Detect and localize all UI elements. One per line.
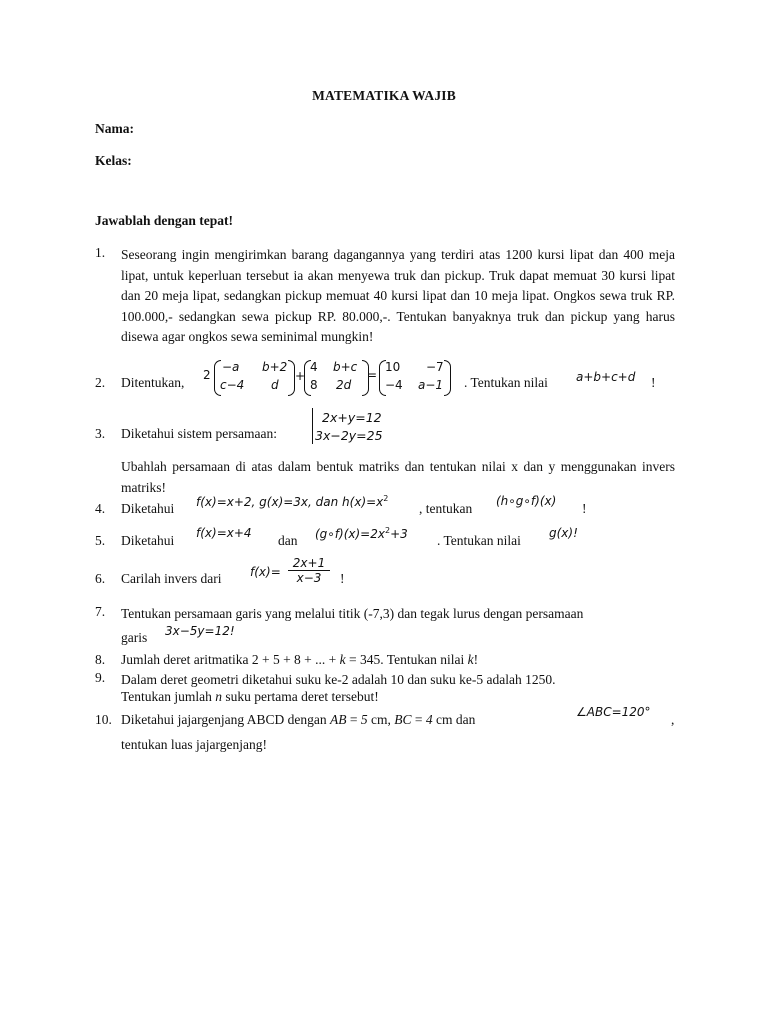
- question-3-followup: Ubahlah persamaan di atas dalam bentuk matriks dan tentukan nilai x dan y menggunakan invers matriks!: [121, 459, 675, 495]
- line-equation: 3x−5y=12!: [165, 624, 235, 638]
- question-2-lead: Ditentukan,: [121, 375, 185, 390]
- question-number-2: 2.: [95, 375, 106, 390]
- matrix-equation: [203, 360, 453, 396]
- equals-text: =: [346, 712, 361, 727]
- matrix-c-cell: −4: [385, 378, 403, 392]
- matrix-c-cell: 10: [385, 360, 401, 374]
- variable: k: [467, 652, 474, 667]
- question-number-3: 3.: [95, 426, 106, 441]
- matrix-a-right-bracket: [288, 360, 295, 396]
- question-number-4: 4.: [95, 501, 106, 516]
- variable: n: [215, 689, 223, 704]
- matrix-b-cell: 4: [310, 360, 318, 374]
- question-6-lead: Carilah invers dari: [121, 571, 222, 586]
- exponent: 2: [383, 494, 389, 503]
- value: 5: [360, 712, 368, 727]
- question-number-7: 7.: [95, 604, 106, 619]
- question-8-mid: = 345. Tentukan nilai: [345, 652, 468, 667]
- matrix-c-right-bracket: [444, 360, 451, 396]
- question-9-line-1: Dalam deret geometri diketahui suku ke-2 adalah 10 dan suku ke-5 adalah 1250.: [121, 672, 556, 687]
- equation-line: 2x+y=12: [322, 410, 382, 425]
- matrix-c-cell: a−1: [418, 378, 444, 392]
- composition-definition: [315, 526, 408, 541]
- question-4-mid: , tentukan: [419, 501, 473, 516]
- matrix-b-cell: 8: [310, 378, 318, 392]
- question-number-10: 10.: [95, 712, 112, 727]
- question-4-lead: Diketahui: [121, 501, 175, 516]
- function-lhs: f(x)=: [250, 565, 281, 579]
- variable: k: [339, 652, 346, 667]
- scalar-coefficient: 2: [203, 368, 211, 382]
- value: 4: [425, 712, 433, 727]
- denominator: x−3: [288, 570, 330, 585]
- page-title: MATEMATIKA WAJIB: [312, 88, 456, 103]
- question-8-text: [121, 652, 478, 668]
- segment: AB: [329, 712, 347, 727]
- matrix-b-cell: b+c: [333, 360, 358, 374]
- question-5-conjunction: dan: [278, 533, 298, 548]
- question-5-target: g(x)!: [549, 526, 578, 540]
- question-5-mid: . Tentukan nilai: [437, 533, 521, 548]
- question-10-mid: cm,: [367, 712, 395, 727]
- matrix-a-cell: −a: [222, 360, 240, 374]
- question-1-text: Seseorang ingin mengirimkan barang dagangannya yang terdiri atas 1200 kursi lipat dan 400 meja lipat, untuk keperluan tersebut ia akan menyewa truk dan pickup. Truk dapat memuat 30 kursi lipat dan 20 meja lipat, sedangkan pickup memuat 40 kursi lipat dan 10 meja lipat. Ongkos sewa truk RP. 100.000,- sedangkan sewa pickup RP. 80.000,-. Tentukan banyaknya truk dan pickup yang harus disewa agar ongkos sewa seminimal mungkin!: [121, 247, 675, 344]
- question-number-1: 1.: [95, 245, 106, 260]
- question-10-text: [121, 712, 475, 728]
- instruction-heading: Jawablah dengan tepat!: [95, 213, 234, 228]
- question-number-9: 9.: [95, 670, 106, 685]
- matrix-a-cell: d: [271, 378, 279, 392]
- matrix-a-cell: c−4: [220, 378, 245, 392]
- function-definitions: f(x)=x+2, g(x)=3x, dan h(x)=x: [196, 495, 384, 509]
- question-2-target: a+b+c+d: [576, 370, 636, 384]
- question-9-line-2: [121, 689, 379, 705]
- plus-sign: +: [295, 369, 306, 383]
- question-3-lead: Diketahui sistem persamaan:: [121, 426, 277, 441]
- question-4-end: !: [582, 501, 587, 516]
- question-number-6: 6.: [95, 571, 106, 586]
- matrix-b-cell: 2d: [336, 378, 352, 392]
- segment: BC: [394, 712, 412, 727]
- question-10-lead: Diketahui jajargenjang ABCD dengan: [121, 712, 330, 727]
- question-8-end: !: [473, 652, 479, 667]
- equals-text: =: [411, 712, 426, 727]
- question-9-end: suku pertama deret tersebut!: [222, 689, 379, 704]
- composition-rhs-tail: +3: [390, 527, 408, 541]
- numerator: 2x+1: [292, 556, 326, 570]
- equals-sign: =: [367, 368, 378, 382]
- question-2-tail: . Tentukan nilai: [464, 375, 548, 390]
- question-8-lead: Jumlah deret aritmatika 2 + 5 + 8 + ... +: [121, 652, 340, 667]
- matrix-a-cell: b+2: [262, 360, 288, 374]
- question-2-end: !: [651, 375, 656, 390]
- question-4-functions: [196, 494, 388, 509]
- question-number-8: 8.: [95, 652, 106, 667]
- question-10-comma: ,: [671, 712, 675, 727]
- question-9-lead: Tentukan jumlah: [121, 689, 216, 704]
- class-field-label: Kelas:: [95, 153, 132, 168]
- question-number-5: 5.: [95, 533, 106, 548]
- question-10-tail: cm dan: [432, 712, 476, 727]
- function-definition: f(x)=x+4: [196, 526, 252, 540]
- composition-lhs: (g∘f)(x)=2x: [315, 527, 385, 541]
- matrix-c-cell: −7: [426, 360, 444, 374]
- equation-line: 3x−2y=25: [315, 428, 383, 443]
- question-7-lead: garis: [121, 630, 148, 645]
- question-6-end: !: [340, 571, 345, 586]
- fraction: [288, 556, 330, 585]
- composition-expression: (h∘g∘f)(x): [496, 494, 557, 508]
- name-field-label: Nama:: [95, 121, 134, 136]
- angle-expression: ∠ABC=120°: [576, 705, 651, 719]
- exponent: 2: [384, 526, 391, 535]
- question-5-lead: Diketahui: [121, 533, 175, 548]
- question-7-text: Tentukan persamaan garis yang melalui titik (-7,3) dan tegak lurus dengan persamaan: [121, 606, 584, 621]
- question-10-line-2: tentukan luas jajargenjang!: [121, 737, 267, 752]
